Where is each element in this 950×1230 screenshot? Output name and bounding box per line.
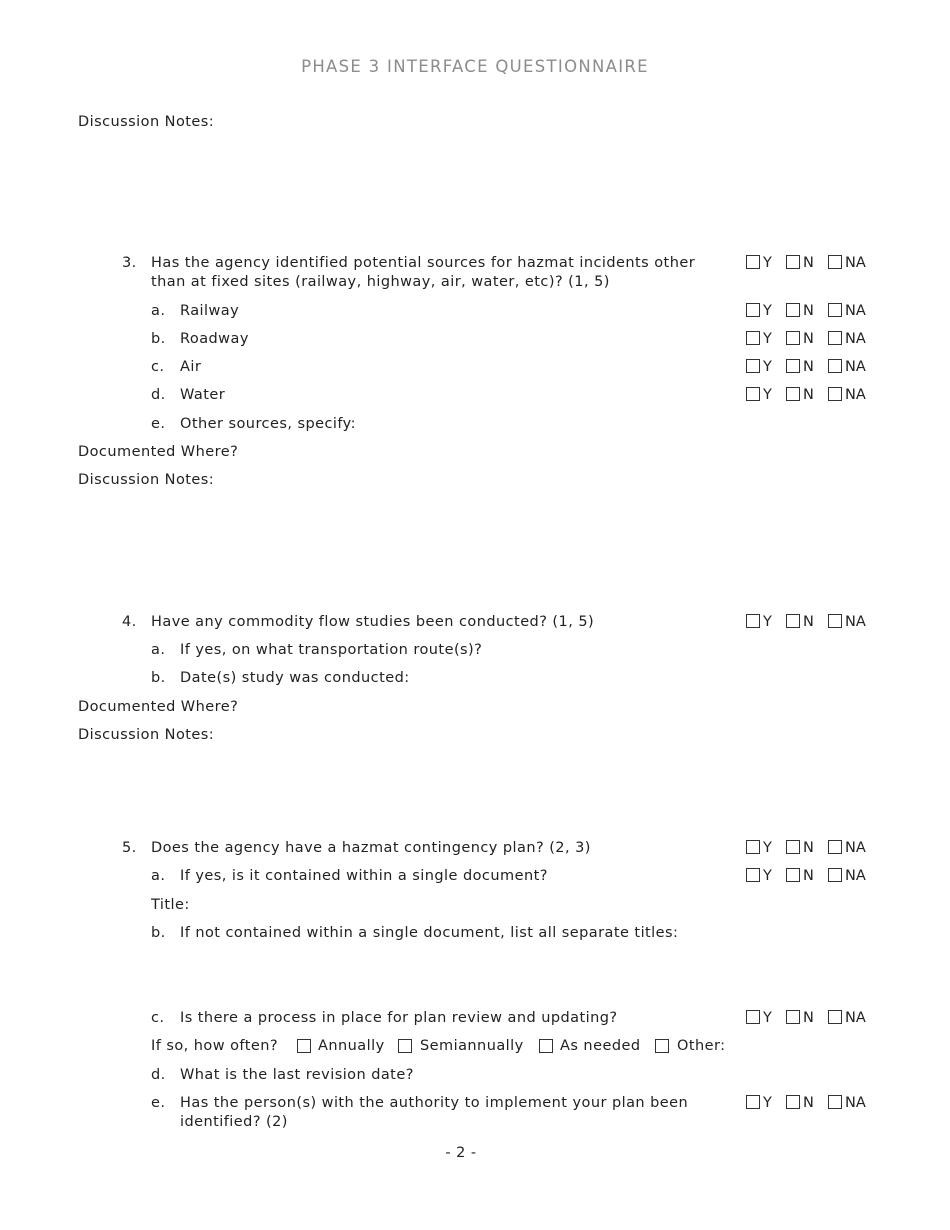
page-number: - 2 - bbox=[445, 1145, 477, 1161]
no-checkbox[interactable] bbox=[786, 1095, 800, 1109]
yes-label: Y bbox=[763, 1095, 772, 1111]
yes-label: Y bbox=[763, 1010, 772, 1026]
no-checkbox[interactable] bbox=[786, 255, 800, 269]
yes-checkbox[interactable] bbox=[746, 868, 760, 882]
as-needed-checkbox[interactable] bbox=[539, 1039, 553, 1053]
na-label: NA bbox=[845, 1010, 866, 1026]
na-checkbox[interactable] bbox=[828, 387, 842, 401]
no-checkbox[interactable] bbox=[786, 840, 800, 854]
yes-label: Y bbox=[763, 331, 772, 347]
no-label: N bbox=[803, 255, 814, 271]
item-letter: a. bbox=[151, 303, 166, 319]
na-label: NA bbox=[845, 840, 866, 856]
na-label: NA bbox=[845, 331, 866, 347]
documented-where-label: Documented Where? bbox=[78, 699, 239, 715]
annually-checkbox[interactable] bbox=[297, 1039, 311, 1053]
item-text: Water bbox=[180, 387, 226, 403]
question-number: 5. bbox=[122, 840, 137, 856]
yes-checkbox[interactable] bbox=[746, 255, 760, 269]
item-letter: c. bbox=[151, 359, 165, 375]
no-checkbox[interactable] bbox=[786, 303, 800, 317]
discussion-notes-label: Discussion Notes: bbox=[78, 114, 215, 130]
no-label: N bbox=[803, 840, 814, 856]
na-label: NA bbox=[845, 359, 866, 375]
question-text: Have any commodity flow studies been conducted? (1, 5) bbox=[151, 614, 595, 630]
na-label: NA bbox=[845, 614, 866, 630]
other-label: Other: bbox=[677, 1038, 726, 1054]
as-needed-label: As needed bbox=[560, 1038, 641, 1054]
question-number: 3. bbox=[122, 255, 137, 271]
item-letter: a. bbox=[151, 642, 166, 658]
item-text: If not contained within a single document, list all separate titles: bbox=[180, 925, 679, 941]
item-text: Railway bbox=[180, 303, 240, 319]
item-text: Date(s) study was conducted: bbox=[180, 670, 410, 686]
item-text: Roadway bbox=[180, 331, 249, 347]
item-letter: b. bbox=[151, 331, 166, 347]
yes-label: Y bbox=[763, 387, 772, 403]
semiannually-label: Semiannually bbox=[420, 1038, 524, 1054]
item-letter: b. bbox=[151, 925, 166, 941]
discussion-notes-label: Discussion Notes: bbox=[78, 472, 215, 488]
yes-checkbox[interactable] bbox=[746, 303, 760, 317]
yes-checkbox[interactable] bbox=[746, 387, 760, 401]
na-label: NA bbox=[845, 255, 866, 271]
no-label: N bbox=[803, 1010, 814, 1026]
no-checkbox[interactable] bbox=[786, 387, 800, 401]
yes-label: Y bbox=[763, 840, 772, 856]
na-checkbox[interactable] bbox=[828, 255, 842, 269]
yes-label: Y bbox=[763, 359, 772, 375]
item-letter: d. bbox=[151, 387, 166, 403]
na-checkbox[interactable] bbox=[828, 331, 842, 345]
item-letter: a. bbox=[151, 868, 166, 884]
item-text: Is there a process in place for plan review and updating? bbox=[180, 1010, 618, 1026]
item-text: If yes, is it contained within a single document? bbox=[180, 868, 548, 884]
yes-checkbox[interactable] bbox=[746, 840, 760, 854]
no-checkbox[interactable] bbox=[786, 359, 800, 373]
na-checkbox[interactable] bbox=[828, 1095, 842, 1109]
yes-label: Y bbox=[763, 255, 772, 271]
na-checkbox[interactable] bbox=[828, 1010, 842, 1024]
no-label: N bbox=[803, 1095, 814, 1111]
question-text: Does the agency have a hazmat contingency plan? (2, 3) bbox=[151, 840, 591, 856]
question-text: than at fixed sites (railway, highway, air, water, etc)? (1, 5) bbox=[151, 274, 610, 290]
na-label: NA bbox=[845, 868, 866, 884]
no-label: N bbox=[803, 387, 814, 403]
yes-label: Y bbox=[763, 868, 772, 884]
item-text: What is the last revision date? bbox=[180, 1067, 414, 1083]
page-header: PHASE 3 INTERFACE QUESTIONNAIRE bbox=[301, 57, 649, 76]
semiannually-checkbox[interactable] bbox=[398, 1039, 412, 1053]
yes-label: Y bbox=[763, 303, 772, 319]
documented-where-label: Documented Where? bbox=[78, 444, 239, 460]
item-letter: d. bbox=[151, 1067, 166, 1083]
item-letter: e. bbox=[151, 416, 166, 432]
item-letter: c. bbox=[151, 1010, 165, 1026]
item-letter: b. bbox=[151, 670, 166, 686]
no-label: N bbox=[803, 303, 814, 319]
other-checkbox[interactable] bbox=[655, 1039, 669, 1053]
na-label: NA bbox=[845, 303, 866, 319]
how-often-label: If so, how often? bbox=[151, 1038, 279, 1054]
na-checkbox[interactable] bbox=[828, 868, 842, 882]
item-text: If yes, on what transportation route(s)? bbox=[180, 642, 483, 658]
item-text: identified? (2) bbox=[180, 1114, 288, 1130]
annually-label: Annually bbox=[318, 1038, 385, 1054]
yes-checkbox[interactable] bbox=[746, 614, 760, 628]
no-label: N bbox=[803, 331, 814, 347]
no-checkbox[interactable] bbox=[786, 1010, 800, 1024]
item-text: Other sources, specify: bbox=[180, 416, 356, 432]
question-number: 4. bbox=[122, 614, 137, 630]
item-text: Air bbox=[180, 359, 202, 375]
na-checkbox[interactable] bbox=[828, 614, 842, 628]
no-label: N bbox=[803, 359, 814, 375]
item-text: Has the person(s) with the authority to implement your plan been bbox=[180, 1095, 689, 1111]
na-label: NA bbox=[845, 1095, 866, 1111]
no-checkbox[interactable] bbox=[786, 868, 800, 882]
no-label: N bbox=[803, 868, 814, 884]
no-label: N bbox=[803, 614, 814, 630]
na-label: NA bbox=[845, 387, 866, 403]
no-checkbox[interactable] bbox=[786, 331, 800, 345]
yes-checkbox[interactable] bbox=[746, 1095, 760, 1109]
yes-checkbox[interactable] bbox=[746, 359, 760, 373]
discussion-notes-label: Discussion Notes: bbox=[78, 727, 215, 743]
yes-label: Y bbox=[763, 614, 772, 630]
title-label: Title: bbox=[151, 897, 190, 913]
na-checkbox[interactable] bbox=[828, 840, 842, 854]
no-checkbox[interactable] bbox=[786, 614, 800, 628]
yes-checkbox[interactable] bbox=[746, 1010, 760, 1024]
item-letter: e. bbox=[151, 1095, 166, 1111]
na-checkbox[interactable] bbox=[828, 303, 842, 317]
na-checkbox[interactable] bbox=[828, 359, 842, 373]
question-text: Has the agency identified potential sources for hazmat incidents other bbox=[151, 255, 696, 271]
yes-checkbox[interactable] bbox=[746, 331, 760, 345]
